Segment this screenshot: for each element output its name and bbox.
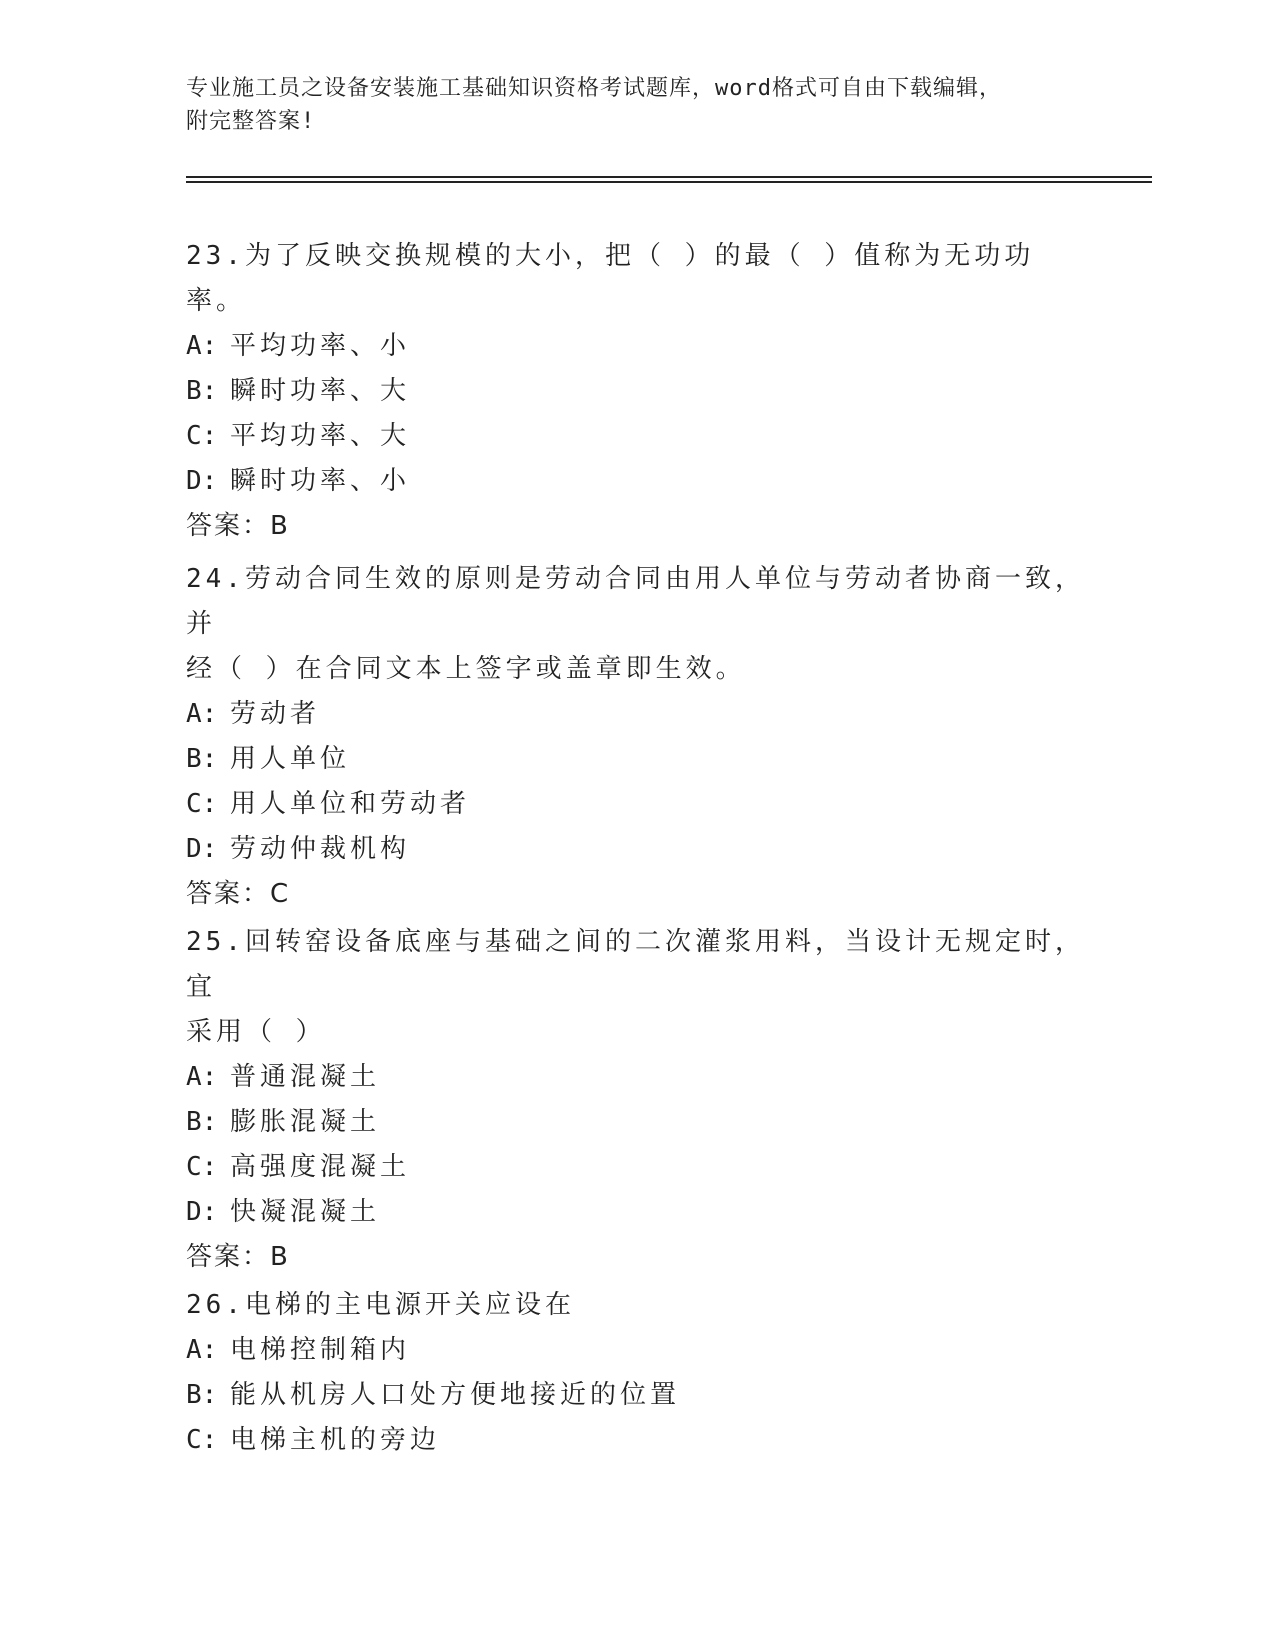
option-letter: A: [186,1062,218,1092]
option-letter: D: [186,834,218,864]
option-text: 高强度混凝土 [230,1152,411,1182]
option-letter: B: [186,376,218,406]
question-stem-line-2: 经（ ）在合同文本上签字或盖章即生效。 [186,654,746,684]
option-b [186,1373,1086,1418]
option-b [186,737,1086,782]
option-text: 劳动者 [230,699,321,729]
option-letter: C: [186,1152,218,1182]
option-text: 快凝混凝土 [230,1197,381,1227]
option-letter: C: [186,1425,218,1455]
question-stem-line-2: 采用（ ） [186,1017,326,1047]
option-c [186,1145,1086,1190]
question-stem: 26.电梯的主电源开关应设在 [186,1290,575,1320]
option-text: 平均功率、大 [230,421,411,451]
option-letter: C: [186,421,218,451]
question-26 [186,1283,1086,1463]
question-23 [186,234,1086,549]
answer-line: 答案：B [186,511,290,541]
option-text: 瞬时功率、小 [230,466,411,496]
option-b [186,1100,1086,1145]
option-c [186,782,1086,827]
option-a [186,1328,1086,1373]
option-a [186,1055,1086,1100]
option-letter: A: [186,331,218,361]
option-c [186,1418,1086,1463]
question-stem-line-1: 24.劳动合同生效的原则是劳动合同由用人单位与劳动者协商一致，并 [186,564,1085,639]
option-text: 用人单位和劳动者 [230,789,471,819]
option-letter: D: [186,1197,218,1227]
option-a [186,692,1086,737]
option-text: 用人单位 [230,744,351,774]
option-c [186,414,1086,459]
option-text: 电梯主机的旁边 [230,1425,441,1455]
document-header [186,72,1066,138]
question-24 [186,557,1086,917]
option-text: 劳动仲裁机构 [230,834,411,864]
header-line-1: 专业施工员之设备安装施工基础知识资格考试题库，word格式可自由下载编辑， [186,76,1002,101]
question-stem-line-1: 25.回转窑设备底座与基础之间的二次灌浆用料，当设计无规定时，宜 [186,927,1085,1002]
header-line-2: 附完整答案! [186,109,316,134]
option-letter: B: [186,1380,218,1410]
option-text: 平均功率、小 [230,331,411,361]
option-text: 膨胀混凝土 [230,1107,381,1137]
option-text: 能从机房人口处方便地接近的位置 [230,1380,681,1410]
header-divider-top [186,176,1152,178]
option-letter: D: [186,466,218,496]
question-stem: 23.为了反映交换规模的大小，把（ ）的最（ ）值称为无功功率。 [186,241,1035,316]
option-text: 普通混凝土 [230,1062,381,1092]
option-a [186,324,1086,369]
option-d [186,459,1086,504]
header-divider-bottom [186,181,1152,183]
option-letter: C: [186,789,218,819]
option-text: 瞬时功率、大 [230,376,411,406]
answer-line: 答案：B [186,1242,290,1272]
option-d [186,827,1086,872]
option-letter: A: [186,1335,218,1365]
option-letter: A: [186,699,218,729]
answer-line: 答案：C [186,879,291,909]
option-letter: B: [186,744,218,774]
option-b [186,369,1086,414]
option-d [186,1190,1086,1235]
question-25 [186,920,1086,1280]
option-text: 电梯控制箱内 [230,1335,411,1365]
option-letter: B: [186,1107,218,1137]
